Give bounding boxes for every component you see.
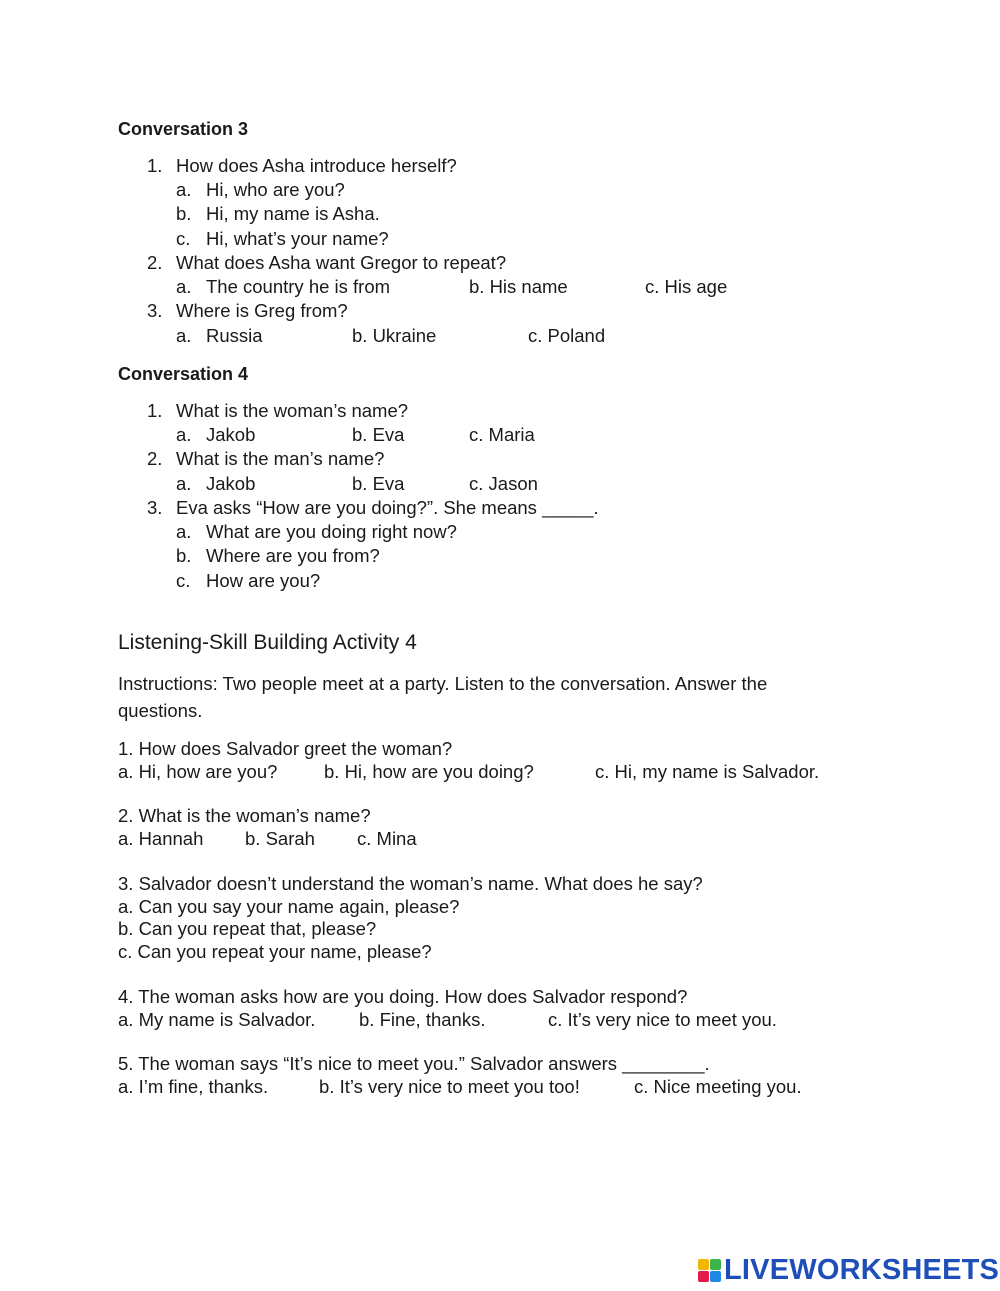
question-text: 2. What is the woman’s name? [118, 805, 371, 826]
option-b: b. Eva [352, 473, 405, 494]
option-b: b. Ukraine [352, 325, 437, 346]
option-b: Hi, my name is Asha. [206, 203, 380, 224]
question-number: 3. [147, 300, 163, 321]
option-b: b. It’s very nice to meet you too! [319, 1076, 580, 1097]
option-letter: a. [176, 424, 192, 445]
option-c: c. Poland [528, 325, 606, 346]
option-a: Jakob [206, 424, 256, 445]
option-b: Where are you from? [206, 545, 380, 566]
option-a: a. I’m fine, thanks. [118, 1076, 269, 1097]
question-text: 4. The woman asks how are you doing. How does Salvador respond? [118, 986, 688, 1007]
option-c: c. His age [645, 276, 728, 297]
question-text: How does Asha introduce herself? [176, 155, 457, 176]
option-a: Hi, who are you? [206, 179, 345, 200]
option-letter: a. [176, 473, 192, 494]
question-number: 1. [147, 155, 163, 176]
question-number: 2. [147, 252, 163, 273]
option-letter: a. [176, 521, 192, 542]
question-text: What does Asha want Gregor to repeat? [176, 252, 507, 273]
question-text: 3. Salvador doesn’t understand the woman’s name. What does he say? [118, 873, 703, 894]
option-c: c. It’s very nice to meet you. [548, 1009, 777, 1030]
question-number: 3. [147, 497, 163, 518]
option-c: c. Nice meeting you. [634, 1076, 802, 1097]
option-letter: c. [176, 570, 191, 591]
instructions-line-2: questions. [118, 700, 203, 721]
instructions-line-1: Instructions: Two people meet at a party. Listen to the conversation. Answer the [118, 673, 768, 694]
question-text: 5. The woman says “It’s nice to meet you.” Salvador answers ________. [118, 1053, 710, 1074]
question-text: 1. How does Salvador greet the woman? [118, 738, 453, 759]
option-a: a. Can you say your name again, please? [118, 896, 460, 917]
option-c: c. Can you repeat your name, please? [118, 941, 432, 962]
option-b: b. Can you repeat that, please? [118, 918, 377, 939]
option-letter: a. [176, 325, 192, 346]
option-a: Jakob [206, 473, 256, 494]
question-number: 2. [147, 448, 163, 469]
brand-name: LIVEWORKSHEETS [724, 1254, 1000, 1286]
option-b: b. Hi, how are you doing? [324, 761, 534, 782]
question-number: 1. [147, 400, 163, 421]
conversation-3-heading: Conversation 3 [118, 119, 249, 139]
option-c: Hi, what’s your name? [206, 228, 389, 249]
option-c: c. Maria [469, 424, 535, 445]
option-letter: c. [176, 228, 191, 249]
activity-title: Listening-Skill Building Activity 4 [118, 631, 417, 654]
option-a: a. My name is Salvador. [118, 1009, 316, 1030]
option-b: b. His name [469, 276, 568, 297]
option-c: c. Jason [469, 473, 538, 494]
option-a: The country he is from [206, 276, 391, 297]
conversation-4-heading: Conversation 4 [118, 364, 249, 384]
option-b: b. Eva [352, 424, 405, 445]
question-text: Eva asks “How are you doing?”. She means _____. [176, 497, 599, 518]
option-c: c. Hi, my name is Salvador. [595, 761, 820, 782]
question-text: What is the woman’s name? [176, 400, 409, 421]
option-letter: a. [176, 179, 192, 200]
liveworksheets-logo [698, 1254, 999, 1286]
option-letter: b. [176, 545, 192, 566]
option-b: b. Fine, thanks. [359, 1009, 486, 1030]
option-letter: a. [176, 276, 192, 297]
option-c: How are you? [206, 570, 321, 591]
option-c: c. Mina [357, 828, 417, 849]
question-text: What is the man’s name? [176, 448, 385, 469]
option-a: What are you doing right now? [206, 521, 457, 542]
option-a: Russia [206, 325, 263, 346]
question-text: Where is Greg from? [176, 300, 348, 321]
option-a: a. Hi, how are you? [118, 761, 278, 782]
option-letter: b. [176, 203, 192, 224]
option-a: a. Hannah [118, 828, 204, 849]
option-b: b. Sarah [245, 828, 315, 849]
blocks-icon [698, 1257, 722, 1283]
